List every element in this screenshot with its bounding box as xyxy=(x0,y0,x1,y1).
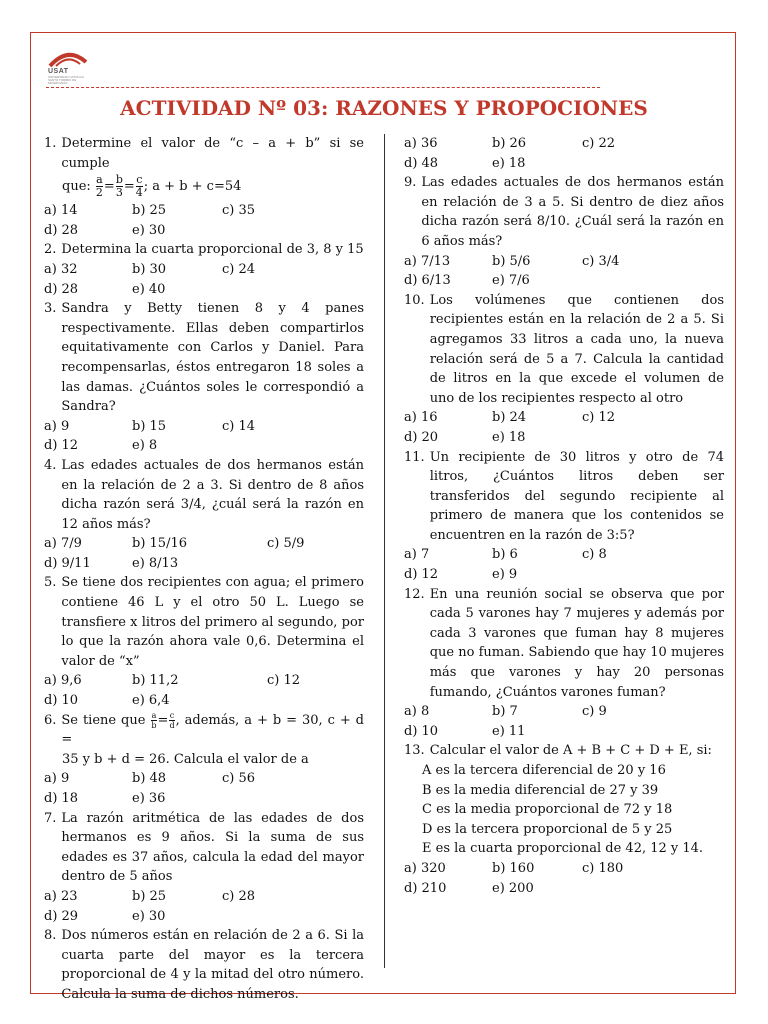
option: e) 7/6 xyxy=(492,273,530,289)
option: b) 5/6 xyxy=(492,253,531,269)
question-4 xyxy=(44,456,364,574)
question-2 xyxy=(44,240,364,299)
option: c) 24 xyxy=(222,261,256,277)
option: c) 8 xyxy=(582,547,607,563)
sub-item: A es la tercera diferencial de 20 y 16 xyxy=(422,763,666,778)
question-text: Determine el valor de “c – a + b” si se cumple xyxy=(61,136,364,171)
option: e) 9 xyxy=(492,567,518,583)
answer-options xyxy=(44,671,364,710)
option: d) 12 xyxy=(44,438,79,454)
option: d) 28 xyxy=(44,222,79,238)
question-number: 12. xyxy=(404,586,425,602)
option: b) 25 xyxy=(132,203,167,219)
question-number: 11. xyxy=(404,449,425,465)
option: c) 22 xyxy=(582,136,616,151)
option: d) 10 xyxy=(44,693,79,709)
logo-text: USAT xyxy=(48,68,69,75)
answer-options xyxy=(44,201,364,240)
option: e) 18 xyxy=(492,155,526,171)
option: e) 40 xyxy=(132,281,166,297)
option: e) 36 xyxy=(132,791,166,806)
fraction: $\frac{b}{3}$ xyxy=(115,173,123,200)
option: b) 15/16 xyxy=(132,536,187,552)
option: d) 48 xyxy=(404,155,439,171)
question-text: Las edades actuales de dos hermanos están en la relación de 2 a 3. Si dentro de 8 años dicha razón será 3/4, ¿cuál será la razón en 12 años más? xyxy=(61,457,364,532)
option: d) 20 xyxy=(404,429,439,445)
answer-options xyxy=(404,702,724,741)
answer-options xyxy=(44,534,364,573)
option: b) 48 xyxy=(132,771,167,787)
answer-options xyxy=(44,769,364,808)
sub-item: B es la media diferencial de 27 y 39 xyxy=(422,782,659,798)
option: a) 8 xyxy=(404,704,430,720)
question-text: Se tiene dos recipientes con agua; el primero contiene 46 L y el otro 50 L. Luego se transfiere x litros del primero al segundo, por lo que la razón ahora vale 0,6. Determina el valor de “x” xyxy=(61,575,364,669)
question-13 xyxy=(404,741,724,898)
option: a) 23 xyxy=(44,888,78,904)
option: c) 14 xyxy=(222,418,256,434)
option: e) 200 xyxy=(492,880,534,896)
fraction: $\frac{a}{b}$ xyxy=(151,710,157,730)
option: b) 26 xyxy=(492,136,527,151)
option: d) 210 xyxy=(404,880,447,896)
option: c) 9 xyxy=(582,704,607,720)
question-text: Los volúmenes que contienen dos recipientes están en la relación de 2 a 5. Si agregamos 33 litros a cada uno, la nueva relación será de 5 a 7. Calcula la cantidad de litros en la que excede el volumen de uno de los recipientes respecto al otro xyxy=(429,292,724,406)
question-number: 7. xyxy=(44,810,57,826)
option: b) 6 xyxy=(492,547,518,563)
option: b) 24 xyxy=(492,410,527,426)
answer-options xyxy=(404,545,724,584)
option: e) 30 xyxy=(132,222,166,238)
answer-options xyxy=(44,887,364,926)
answer-options xyxy=(44,260,364,299)
header-divider xyxy=(46,87,600,88)
question-number: 8. xyxy=(44,928,57,944)
question-text: Determina la cuarta proporcional de 3, 8 y 15 xyxy=(61,242,364,258)
question-1 xyxy=(44,134,364,240)
question-text: 35 y b + d = 26. Calcula el valor de a xyxy=(62,751,309,767)
question-5 xyxy=(44,573,364,710)
option: b) 7 xyxy=(492,704,518,720)
answer-options xyxy=(44,417,364,456)
question-text: En una reunión social se observa que por cada 5 varones hay 7 mujeres y además por cada 3 varones que fuman hay 8 mujeres que no fuman. Sabiendo que hay 10 mujeres más que varones y hay 20 personas fumando, ¿Cuántos varones fuman? xyxy=(429,586,724,700)
option: b) 15 xyxy=(132,418,167,434)
answer-options xyxy=(404,134,724,173)
option: c) 28 xyxy=(222,888,256,904)
question-number: 1. xyxy=(44,136,57,151)
question-text: Sandra y Betty tienen 8 y 4 panes respectivamente. Ellas deben compartirlos equitativamente con Carlos y Daniel. Para recompensarlas, éstos entregaron 18 soles a las damas. ¿Cuántos soles le correspondió a Sandra? xyxy=(61,301,364,415)
question-10 xyxy=(404,291,724,448)
option: d) 12 xyxy=(404,567,439,583)
option: d) 28 xyxy=(44,281,79,297)
question-11 xyxy=(404,448,724,585)
logo-subtext: UNIVERSIDAD CATÓLICA SANTO TORIBIO DE MOGROVEJO xyxy=(48,75,84,85)
option: e) 18 xyxy=(492,429,526,445)
option: b) 160 xyxy=(492,860,535,876)
option: a) 320 xyxy=(404,860,446,876)
question-7 xyxy=(44,809,364,927)
option: e) 8 xyxy=(132,438,158,454)
question-number: 2. xyxy=(44,242,57,258)
option: c) 3/4 xyxy=(582,253,620,269)
question-text: La razón aritmética de las edades de dos hermanos es 9 años. Si la suma de sus edades es 37 años, calcula la edad del mayor dentro de 5 años xyxy=(61,810,364,885)
option: a) 9,6 xyxy=(44,673,82,689)
question-text: Dos números están en relación de 2 a 6. Si la cuarta parte del mayor es la tercera proporcional de 4 y la mitad del otro número. Calcula la suma de dichos números. xyxy=(61,928,364,1002)
question-number: 6. xyxy=(44,712,57,728)
option: b) 30 xyxy=(132,261,167,277)
fraction: $\frac{c}{d}$ xyxy=(169,710,175,730)
question-text: Calcular el valor de A + B + C + D + E, si: xyxy=(429,743,712,759)
option: e) 11 xyxy=(492,723,526,739)
fraction: $\frac{c}{4}$ xyxy=(135,173,143,200)
option: d) 9/11 xyxy=(44,555,91,571)
option: c) 180 xyxy=(582,860,624,876)
question-text: Las edades actuales de dos hermanos están en relación de 3 a 5. Si dentro de diez años dicha razón será 8/10. ¿Cuál será la razón en 6 años más? xyxy=(421,175,724,249)
question-number: 9. xyxy=(404,175,417,191)
left-column xyxy=(44,134,364,1005)
question-8 xyxy=(44,926,364,1004)
question-number: 3. xyxy=(44,301,57,317)
option: c) 35 xyxy=(222,203,256,219)
answer-options xyxy=(404,859,724,898)
option: e) 30 xyxy=(132,908,166,924)
option: a) 7/13 xyxy=(404,253,451,269)
option: b) 25 xyxy=(132,888,167,904)
option: a) 9 xyxy=(44,771,70,787)
option: a) 16 xyxy=(404,410,438,426)
option: c) 5/9 xyxy=(267,536,305,552)
column-divider xyxy=(384,134,385,968)
option: e) 6,4 xyxy=(132,693,170,709)
question-number: 5. xyxy=(44,575,57,591)
question-8-options xyxy=(404,134,724,173)
question-6 xyxy=(44,711,364,809)
question-text: Un recipiente de 30 litros y otro de 74 litros, ¿Cuántos litros deben ser transferidos del segundo recipiente al primero de manera que los contenidos se encuentren en la razón de 3:5? xyxy=(429,449,724,543)
option: d) 18 xyxy=(44,791,79,806)
answer-options xyxy=(404,408,724,447)
question-9 xyxy=(404,173,724,291)
sub-item: D es la tercera proporcional de 5 y 25 xyxy=(422,821,673,837)
option: c) 12 xyxy=(267,673,301,689)
option: a) 14 xyxy=(44,203,78,219)
option: a) 36 xyxy=(404,136,438,151)
right-column xyxy=(404,134,724,898)
option: b) 11,2 xyxy=(132,673,179,689)
option: a) 9 xyxy=(44,418,70,434)
sub-item: E es la cuarta proporcional de 42, 12 y 14. xyxy=(422,841,704,857)
question-number: 4. xyxy=(44,457,57,473)
sub-item: C es la media proporcional de 72 y 18 xyxy=(422,802,673,818)
question-number: 13. xyxy=(404,743,425,759)
option: c) 12 xyxy=(582,410,616,426)
option: a) 7/9 xyxy=(44,536,82,552)
page-title: ACTIVIDAD Nº 03: RAZONES Y PROPOCIONES xyxy=(120,96,648,120)
question-formula: que: $\frac{a}{2}$ = $\frac{b}{3}$ = $\frac{c}{4}$ ; a + b + c=54 xyxy=(62,173,242,200)
option: d) 10 xyxy=(404,723,439,739)
option: a) 32 xyxy=(44,261,78,277)
question-number: 10. xyxy=(404,292,425,308)
question-3 xyxy=(44,299,364,456)
option: d) 29 xyxy=(44,908,79,924)
fraction: $\frac{a}{2}$ xyxy=(95,173,103,200)
question-text: Se tiene que $\frac{a}{b}$ = $\frac{c}{d}$ , además, a + b = 30, c + d = xyxy=(61,710,364,748)
option: d) 6/13 xyxy=(404,273,451,289)
answer-options xyxy=(404,252,724,291)
option: c) 56 xyxy=(222,771,256,787)
option: e) 8/13 xyxy=(132,555,179,571)
question-12 xyxy=(404,585,724,742)
option: a) 7 xyxy=(404,547,430,563)
